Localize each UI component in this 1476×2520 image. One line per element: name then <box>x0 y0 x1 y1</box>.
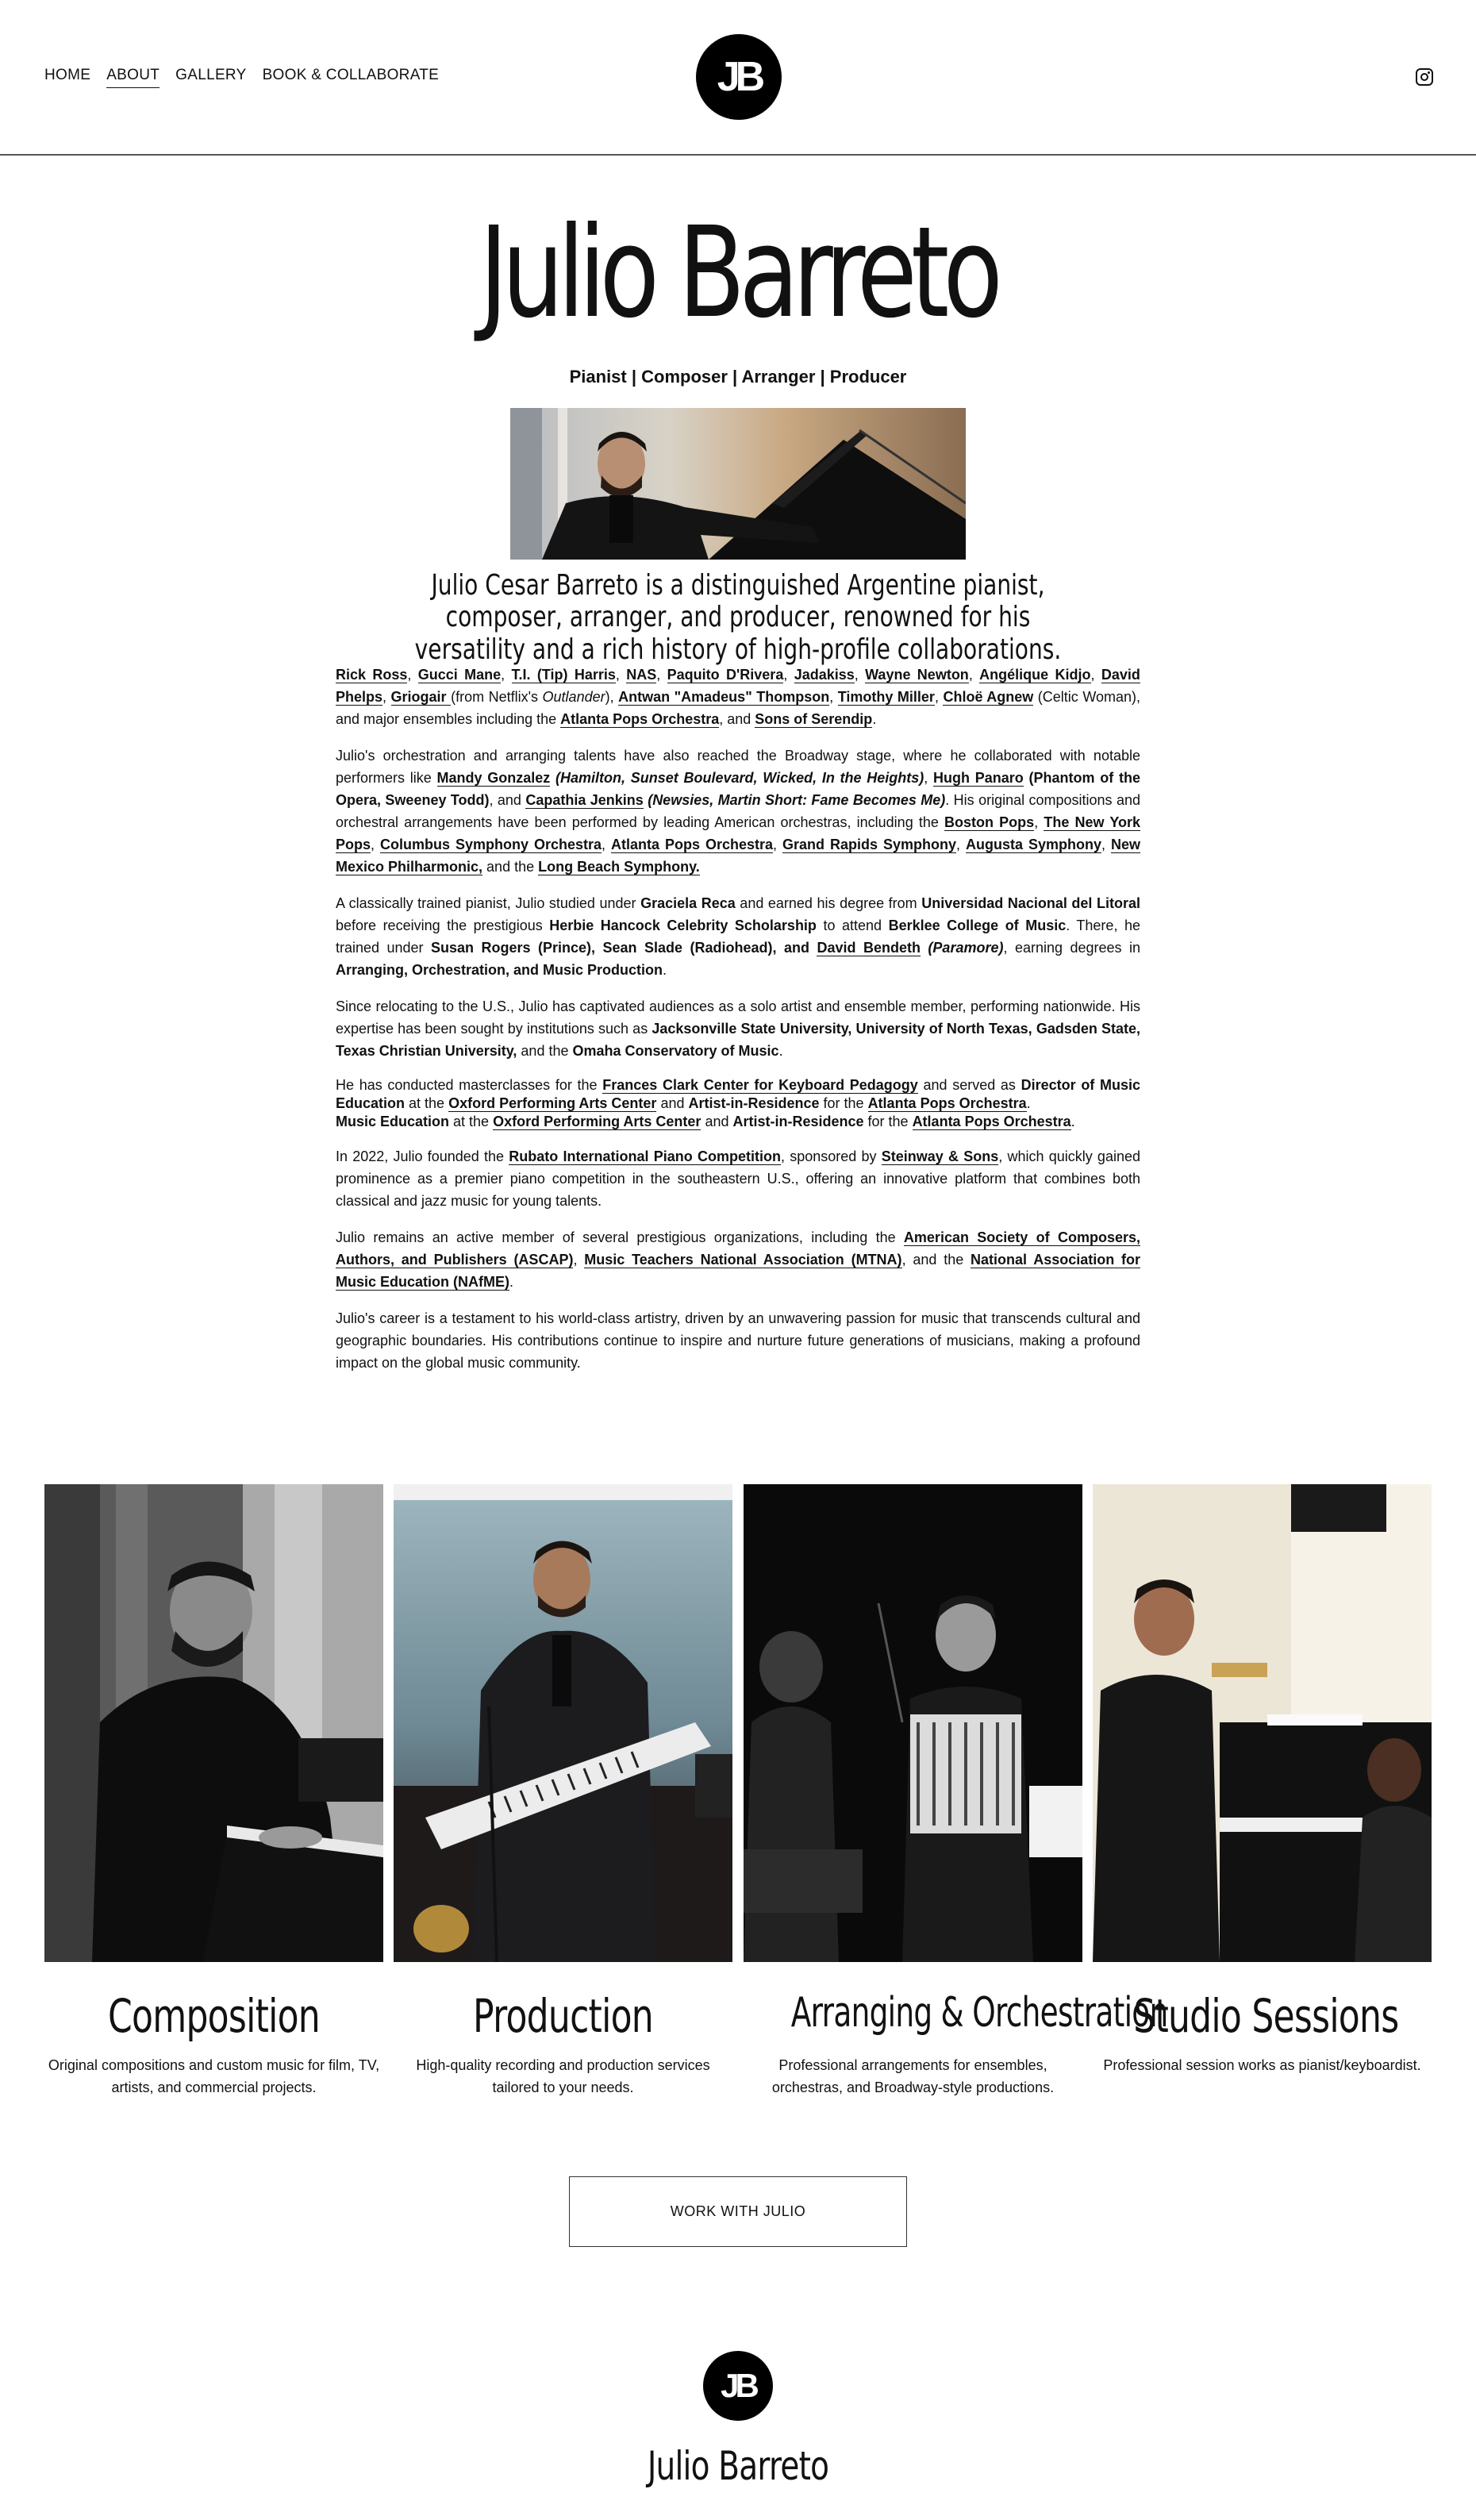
service-title-production: Production <box>473 1989 653 2043</box>
bio-text: (Phantom of the Opera, Sweeney Todd) <box>336 770 1140 808</box>
bio-text: . <box>1026 1095 1031 1111</box>
link-angelique-kidjo[interactable]: Angélique Kidjo <box>979 667 1091 683</box>
bio-text: at the <box>449 1114 494 1129</box>
bio-text: . <box>778 1043 783 1059</box>
page-subtitle: Pianist | Composer | Arranger | Producer <box>569 367 907 387</box>
link-long-beach[interactable]: Long Beach Symphony. <box>538 859 700 875</box>
bio-text: , <box>573 1252 585 1268</box>
main-nav <box>44 67 439 88</box>
bio-text: Universidad Nacional del Litoral <box>921 895 1140 911</box>
link-oxford-pac-dup[interactable]: Oxford Performing Arts Center <box>493 1114 701 1129</box>
bio-text: (from Netflix's <box>451 689 543 705</box>
bio-text: Music Education <box>336 1114 450 1129</box>
bio-paragraph-organizations <box>336 1226 1140 1293</box>
biography <box>336 664 1140 1388</box>
link-mandy-gonzalez[interactable]: Mandy Gonzalez <box>436 770 551 786</box>
footer-name: Julio Barreto <box>647 2443 829 2489</box>
link-columbus-symphony[interactable]: Columbus Symphony Orchestra <box>380 837 602 852</box>
nav-gallery[interactable]: GALLERY <box>175 67 247 83</box>
bio-text: . <box>1070 1114 1075 1129</box>
link-rick-ross[interactable]: Rick Ross <box>336 667 408 683</box>
link-mtna[interactable]: Music Teachers National Association (MTNA) <box>584 1252 902 1268</box>
link-atlanta-pops-2[interactable]: Atlanta Pops Orchestra <box>611 837 774 852</box>
bio-text: Julio's orchestration and arranging talents have also reached the Broadway stage, where he collaborated with notable performers like <box>336 748 1140 786</box>
bio-text: , which quickly gained prominence as a premier piano competition in the southeastern U.S., offering an innovative platform that combines both classical and jazz music for young talents. <box>336 1148 1140 1209</box>
nav-home[interactable]: HOME <box>44 67 91 83</box>
service-desc-production: High-quality recording and production services tailored to your needs. <box>416 2057 710 2095</box>
bio-text: Artist-in-Residence <box>732 1114 864 1129</box>
bio-text: Julio remains an active member of several prestigious organizations, including the <box>336 1229 904 1245</box>
link-david-bendeth[interactable]: David Bendeth <box>817 940 921 956</box>
nav-about[interactable]: ABOUT <box>106 67 160 88</box>
bio-text: and earned his degree from <box>735 895 922 911</box>
composition-photo <box>44 1484 383 1962</box>
bio-text: Outlander <box>542 689 605 705</box>
service-desc-composition: Original compositions and custom music for film, TV, artists, and commercial projects. <box>48 2057 380 2095</box>
bio-text: for the <box>863 1114 913 1129</box>
bio-paragraph-closing: Julio's career is a testament to his world-class artistry, driven by an unwavering passion for music that transcends cultural and geographic boundaries. His contributions continue to inspire and nurture future generations of musicians, making a profound impact on the global music community. <box>336 1310 1140 1371</box>
link-hugh-panaro[interactable]: Hugh Panaro <box>933 770 1024 786</box>
bio-text: Susan Rogers (Prince), Sean Slade (Radiohead), and <box>431 940 817 956</box>
bio-text: before receiving the prestigious <box>336 918 550 933</box>
link-timothy-miller[interactable]: Timothy Miller <box>837 689 935 705</box>
link-atlanta-pops-dup[interactable]: Atlanta Pops Orchestra <box>912 1114 1071 1129</box>
bio-paragraph-broadway: Julio's orchestration and arranging talents have also reached the Broadway stage, where he collaborated with notable performers like Mandy Gonzalez (Hamilton, Sunset Boulevard, Wicked, In the Heights), Hugh Panaro (Phantom of the Opera, Sweeney Todd), and Capathia Jenkins (Newsies, Martin Short: Fame Becomes Me). His original compositions and orchestral arrangements have been performed by leading American orchestras, including the Boston Pops, The New York Pops, Columbus Symphony Orchestra, Atlanta Pops Orchestra, Grand Rapids Symphony, Augusta Symphony, New Mexico Philharmonic, and the Long Beach Symphony. <box>336 748 1141 875</box>
bio-text: , and <box>719 711 755 727</box>
arranging-photo <box>744 1484 1082 1962</box>
bio-text: (Hamilton, Sunset Boulevard, Wicked, In the Heights) <box>550 770 924 786</box>
link-gucci-mane[interactable]: Gucci Mane <box>417 667 502 683</box>
bio-text: In 2022, Julio founded the <box>336 1148 509 1164</box>
bio-paragraph-education <box>336 892 1140 981</box>
bio-text: Arranging, Orchestration, and Music Production <box>336 962 663 978</box>
bio-text: (Celtic Woman), and major ensembles including the <box>336 689 1140 727</box>
bio-text: for the <box>819 1095 868 1111</box>
link-steinway[interactable]: Steinway & Sons <box>881 1148 999 1164</box>
bio-text: , and the <box>901 1252 971 1268</box>
link-griogair[interactable]: Griogair <box>390 689 452 705</box>
bio-text: and the <box>482 859 539 875</box>
bio-text: and <box>701 1114 733 1129</box>
bio-text: Graciela Reca <box>640 895 736 911</box>
bio-text: , earning degrees in <box>1003 940 1140 956</box>
production-photo <box>394 1484 732 1962</box>
bio-text: . <box>663 962 667 978</box>
link-rubato-competition[interactable]: Rubato International Piano Competition <box>509 1148 781 1164</box>
bio-text: He has conducted masterclasses for the <box>336 1077 603 1093</box>
link-atlanta-pops-3[interactable]: Atlanta Pops Orchestra <box>867 1095 1027 1111</box>
link-augusta-symphony[interactable]: Augusta Symphony <box>965 837 1101 852</box>
link-ascap[interactable]: American Society of Composers, Authors, and Publishers (ASCAP) <box>336 1229 1140 1268</box>
bio-paragraph-collaborators: Rick Ross, Gucci Mane, T.I. (Tip) Harris, NAS, Paquito D'Rivera, Jadakiss, Wayne Newton, Angélique Kidjo, David Phelps, Griogair (from Netflix's Outlander), Antwan "Amadeus" Thompson, Timothy Miller, Chloë Agnew (Celtic Woman), and major ensembles including the Atlanta Pops Orchestra, and Sons of Serendip. <box>336 667 1140 727</box>
footer-logo[interactable]: JB <box>703 2351 773 2421</box>
link-grand-rapids[interactable]: Grand Rapids Symphony <box>782 837 956 852</box>
link-oxford-pac[interactable]: Oxford Performing Arts Center <box>448 1095 657 1111</box>
page-title: Julio Barreto <box>479 200 997 346</box>
link-ti[interactable]: T.I. (Tip) Harris <box>511 667 616 683</box>
hero-photo <box>510 408 966 560</box>
bio-text: (Paramore) <box>920 940 1004 956</box>
bio-text: and the <box>517 1043 573 1059</box>
nav-book-collaborate[interactable]: BOOK & COLLABORATE <box>262 67 440 83</box>
link-wayne-newton[interactable]: Wayne Newton <box>865 667 969 683</box>
link-sons-of-serendip[interactable]: Sons of Serendip <box>755 711 873 727</box>
bio-paragraph-masterclasses <box>336 1076 1140 1131</box>
bio-text: Berklee College of Music <box>888 918 1067 933</box>
link-paquito[interactable]: Paquito D'Rivera <box>667 667 784 683</box>
link-chloe-agnew[interactable]: Chloë Agnew <box>943 689 1034 705</box>
bio-paragraph-competition <box>336 1145 1140 1212</box>
service-desc-arranging: Professional arrangements for ensembles, orchestras, and Broadway-style productions. <box>771 2057 1055 2095</box>
link-jadakiss[interactable]: Jadakiss <box>794 667 855 683</box>
bio-text: (Newsies, Martin Short: Fame Becomes Me) <box>643 792 946 808</box>
site-header <box>0 0 1476 156</box>
service-title-composition: Composition <box>108 1989 320 2043</box>
link-nas[interactable]: NAS <box>626 667 657 683</box>
bio-text: to attend <box>816 918 889 933</box>
service-title-arranging: Arranging & Orchestration <box>790 1989 1168 2037</box>
bio-text: . There, he trained under <box>336 918 1140 956</box>
bio-text: , and <box>489 792 526 808</box>
bio-text: Director of Music Education <box>336 1077 1140 1111</box>
bio-text: Jacksonville State University, University of North Texas, Gadsden State, Texas Christian University, <box>336 1021 1140 1059</box>
link-new-mexico-phil[interactable]: New Mexico Philharmonic, <box>336 837 1140 875</box>
link-ny-pops[interactable]: The New York Pops <box>336 814 1141 852</box>
bio-text: . His original compositions and orchestral arrangements have been performed by leading American orchestras, including the <box>336 792 1140 830</box>
link-frances-clark[interactable]: Frances Clark Center for Keyboard Pedagogy <box>602 1077 918 1093</box>
bio-text: . <box>509 1274 514 1290</box>
link-david-phelps[interactable]: David Phelps <box>336 667 1140 705</box>
service-desc-studio-sessions: Professional session works as pianist/keyboardist. <box>1103 2057 1421 2073</box>
bio-text: and <box>656 1095 689 1111</box>
bio-text: Artist-in-Residence <box>688 1095 820 1111</box>
bio-text: ), <box>605 689 619 705</box>
link-nafme[interactable]: National Association for Music Education (NAfME) <box>336 1252 1141 1290</box>
studio-sessions-photo <box>1093 1484 1432 1962</box>
bio-text: . <box>872 711 877 727</box>
instagram-icon[interactable] <box>1416 68 1433 86</box>
bio-text: Omaha Conservatory of Music <box>572 1043 779 1059</box>
link-atlanta-pops[interactable]: Atlanta Pops Orchestra <box>560 711 720 727</box>
link-boston-pops[interactable]: Boston Pops <box>944 814 1035 830</box>
link-antwan[interactable]: Antwan "Amadeus" Thompson <box>618 689 830 705</box>
bio-text: and served as <box>917 1077 1021 1093</box>
work-with-julio-button[interactable]: WORK WITH JULIO <box>569 2176 907 2247</box>
bio-paragraph-usa <box>336 995 1140 1062</box>
intro-text: Julio Cesar Barreto is a distinguished Argentine pianist, composer, arranger, and producer, renowned for his versatility and a rich history of high-profile collaborations. <box>414 569 1062 666</box>
bio-text: A classically trained pianist, Julio studied under <box>336 895 641 911</box>
bio-text: Herbie Hancock Celebrity Scholarship <box>549 918 817 933</box>
service-title-studio-sessions: Studio Sessions <box>1133 1989 1399 2043</box>
bio-text: at the <box>405 1095 449 1111</box>
bio-text: Since relocating to the U.S., Julio has captivated audiences as a solo artist and ensemble member, performing nationwide. His expertise has been sought by institutions such as <box>336 998 1140 1037</box>
site-logo[interactable]: JB <box>696 34 782 120</box>
bio-text: , sponsored by <box>780 1148 882 1164</box>
link-capathia-jenkins[interactable]: Capathia Jenkins <box>525 792 644 808</box>
